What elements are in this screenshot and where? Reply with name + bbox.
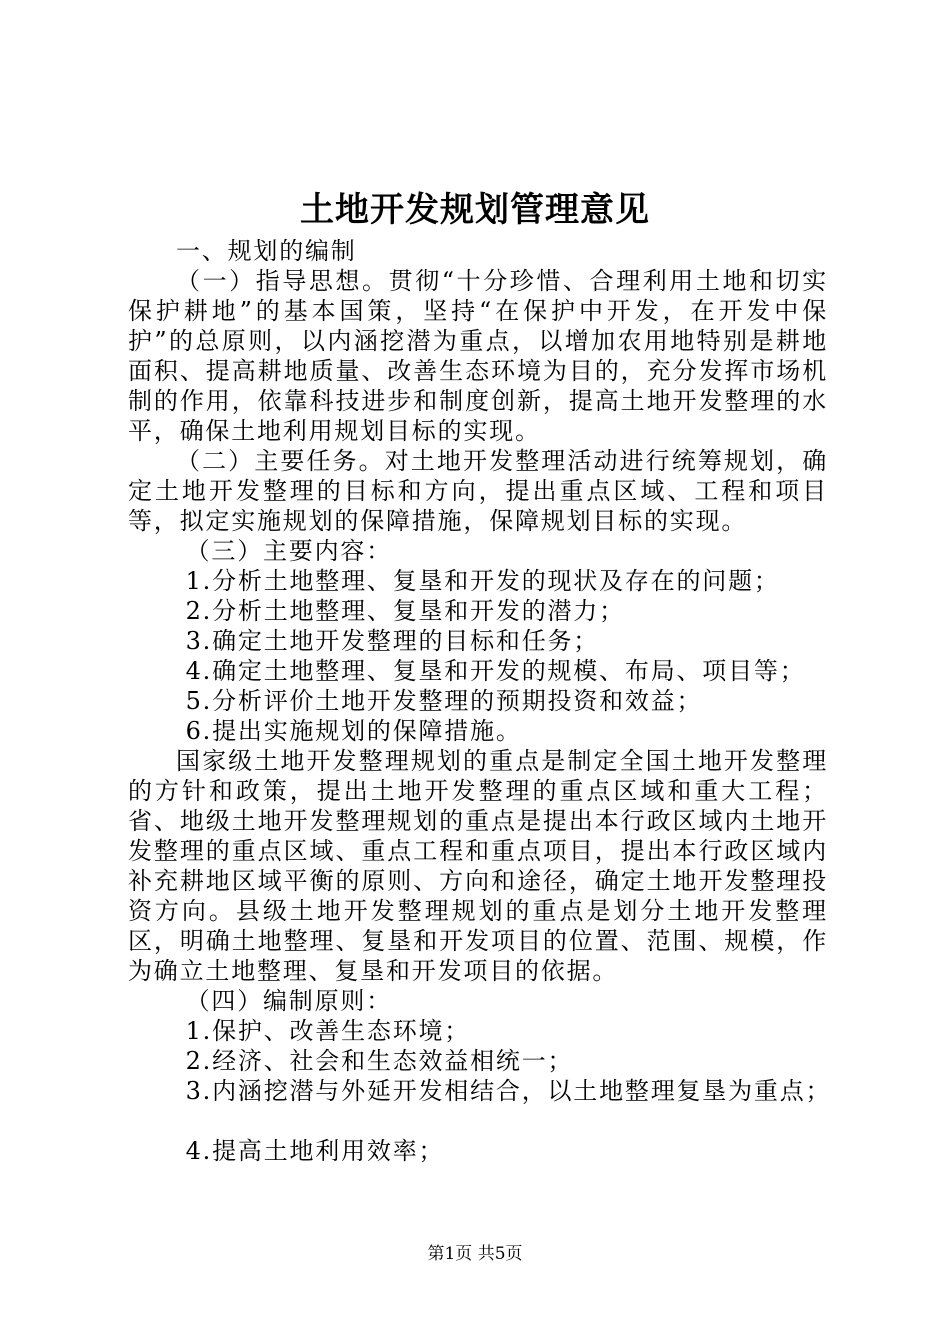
paragraph-planning-levels: 国家级土地开发整理规划的重点是制定全国土地开发整理的方针和政策，提出土地开发整理的重点区域和重大工程；省、地级土地开发整理规划的重点是提出本行政区域内土地开发整理的重点区域、重点工程和重点项目，提出本行政区域内补充耕地区域平衡的原则、方向和途径，确定土地开发整理投资方向。县级土地开发整理规划的重点是划分土地开发整理区，明确土地整理、复垦和开发项目的位置、范围、规模，作为确立土地整理、复垦和开发项目的依据。: [128, 747, 828, 985]
list-item: 2.经济、社会和生态效益相统一；: [185, 1047, 574, 1075]
document-body: [128, 236, 832, 1166]
document-title: 土地开发规划管理意见: [300, 190, 650, 230]
list-item: 2.分析土地整理、复垦和开发的潜力；: [185, 597, 625, 625]
paragraph-main-tasks: （二）主要任务。对土地开发整理活动进行统筹规划，确定土地开发整理的目标和方向，提出重点区域、工程和项目等，拟定实施规划的保障措施，保障规划目标的实现。: [128, 447, 828, 535]
paragraph-guiding-ideology: （一）指导思想。贯彻“十分珍惜、合理利用土地和切实保护耕地”的基本国策，坚持“在保护中开发，在开发中保护”的总原则，以内涵挖潜为重点，以增加农用地特别是耕地面积、提高耕地质量、改善生态环境为目的，充分发挥市场机制的作用，依靠科技进步和制度创新，提高土地开发整理的水平，确保土地利用规划目标的实现。: [128, 267, 828, 445]
list-item: 4.确定土地整理、复垦和开发的规模、布局、项目等；: [185, 657, 806, 685]
page-number-footer: 第1页 共5页: [427, 1244, 523, 1264]
list-item: 4.提高土地利用效率；: [185, 1137, 445, 1165]
list-item: 1.保护、改善生态环境；: [185, 1017, 471, 1045]
list-item: 3.确定土地开发整理的目标和任务；: [185, 627, 600, 655]
list-item: 5.分析评价土地开发整理的预期投资和效益；: [185, 687, 703, 715]
principles-heading: （四）编制原则：: [185, 987, 392, 1015]
main-content-heading: （三）主要内容：: [185, 537, 392, 565]
list-item: 1.分析土地整理、复垦和开发的现状及存在的问题；: [185, 567, 780, 595]
list-item: 6.提出实施规划的保障措施。: [185, 717, 522, 745]
section-heading: 一、规划的编制: [176, 237, 357, 265]
list-item: 3.内涵挖潜与外延开发相结合，以土地整理复垦为重点；: [185, 1077, 832, 1105]
